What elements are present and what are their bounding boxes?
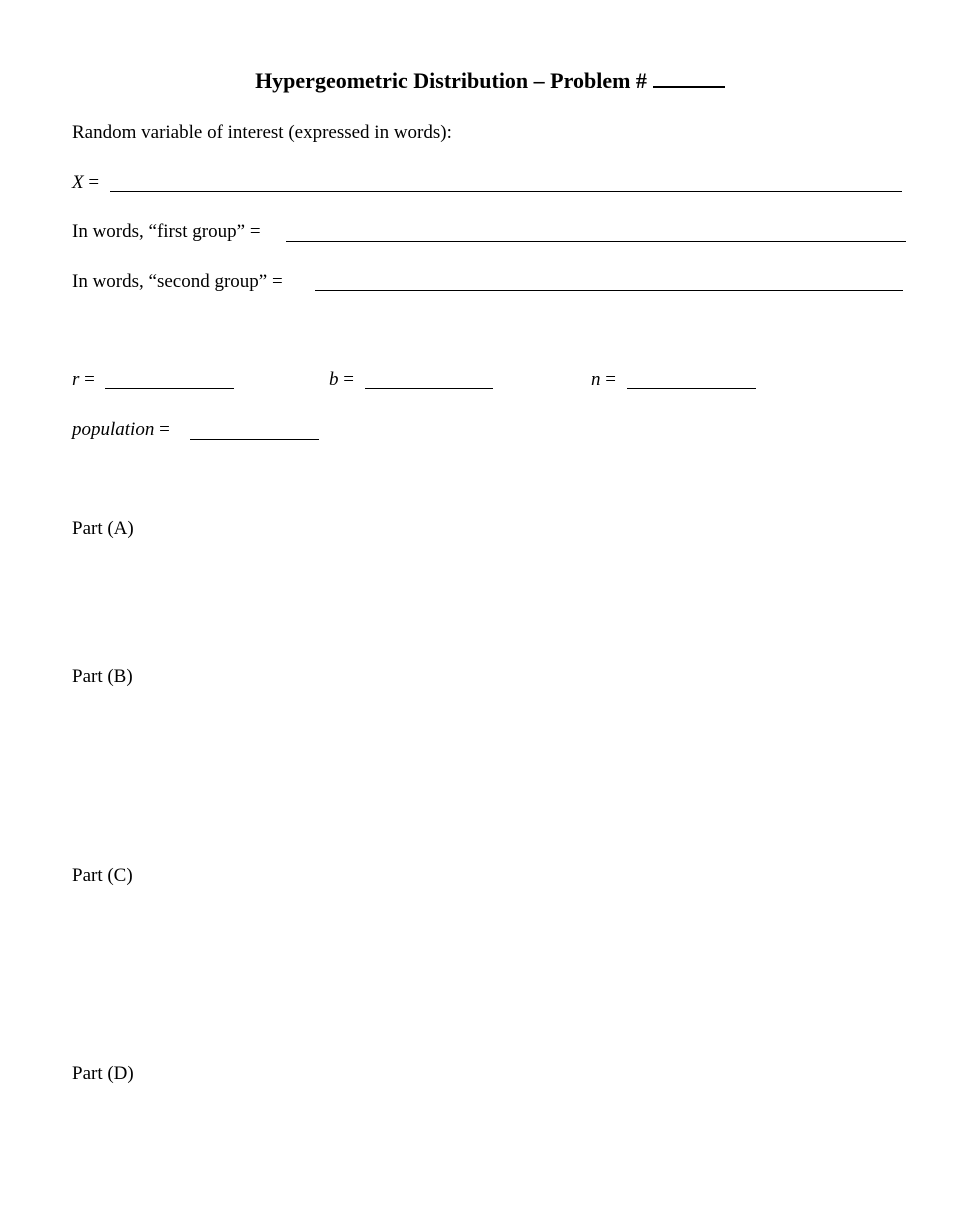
r-equals: = — [79, 369, 95, 390]
r-blank[interactable] — [105, 388, 234, 389]
x-equals: = — [83, 172, 100, 193]
prompt-text: Random variable of interest (expressed in words): — [72, 122, 452, 143]
n-blank[interactable] — [627, 388, 756, 389]
population-label — [72, 418, 170, 442]
population-equals: = — [154, 419, 170, 440]
b-variable: b — [329, 369, 339, 390]
r-variable: r — [72, 369, 80, 390]
n-label — [591, 368, 616, 392]
x-variable: X — [72, 172, 84, 193]
b-blank[interactable] — [365, 388, 493, 389]
first-group-label: In words, “first group” = — [72, 221, 261, 242]
part-b-heading: Part (B) — [72, 666, 133, 687]
x-definition-label — [72, 171, 99, 195]
n-equals: = — [600, 369, 616, 390]
n-variable: n — [591, 369, 601, 390]
title-text: Hypergeometric Distribution – Problem # — [255, 68, 647, 93]
population-blank[interactable] — [190, 439, 319, 440]
problem-number-blank[interactable] — [653, 68, 725, 88]
part-a-heading: Part (A) — [72, 518, 134, 539]
b-label — [329, 368, 354, 392]
x-definition-blank[interactable] — [110, 191, 902, 192]
first-group-blank[interactable] — [286, 241, 906, 242]
second-group-label: In words, “second group” = — [72, 271, 283, 292]
population-variable: population — [72, 419, 155, 440]
part-d-heading: Part (D) — [72, 1063, 134, 1084]
r-label — [72, 368, 95, 392]
b-equals: = — [338, 369, 354, 390]
worksheet-title — [0, 66, 960, 96]
part-c-heading: Part (C) — [72, 865, 133, 886]
second-group-blank[interactable] — [315, 290, 903, 291]
